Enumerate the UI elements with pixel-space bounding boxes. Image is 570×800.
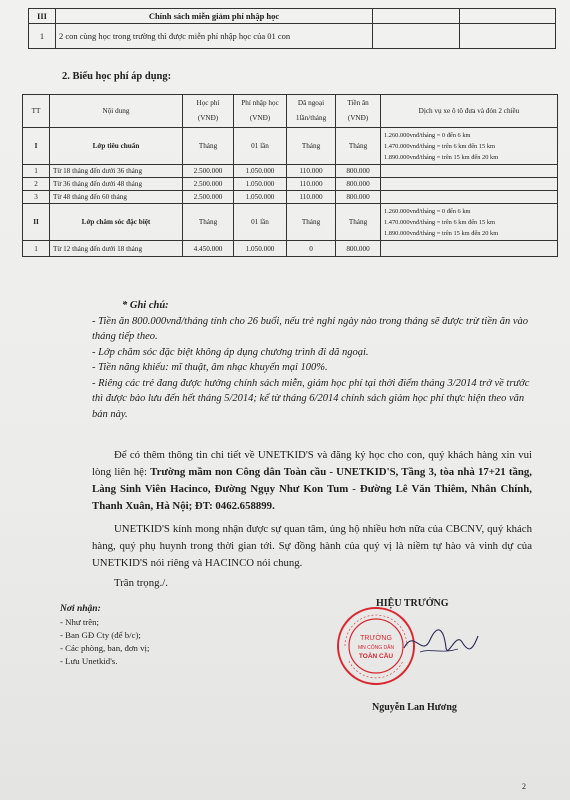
page-number: 2 [522, 782, 526, 791]
bus-tier-1: 1.260.000vnđ/tháng = 0 đến 6 km [384, 131, 471, 139]
table-row [23, 165, 558, 178]
fee-schedule-table [22, 94, 558, 257]
row-number: 1 [29, 24, 56, 49]
recipients-block [60, 603, 149, 668]
contact-paragraph [92, 447, 532, 515]
exemption-text: 2 con cùng học trong trường thì được miễn phí nhập học của 01 con [56, 24, 373, 49]
row-number: 1 [23, 241, 50, 257]
thanks-paragraph: UNETKID'S kính mong nhận được sự quan tâm, ủng hộ nhiều hơn nữa của CBCNV, quý khách hàng, quý phụ huynh trong thời gian tới. Sự đồng hành của quý vị là niềm tự hào và vinh dự của UNETKID'S nói riêng và HACINCO nói chung. [92, 523, 532, 569]
note-item: - Lớp chăm sóc đặc biệt không áp dụng chương trình đi dã ngoại. [92, 346, 369, 358]
section-title: 2. Biểu học phí áp dụng: [62, 71, 172, 82]
signature [400, 618, 480, 668]
row-tuition: 2.500.000 [183, 191, 234, 204]
table-row [29, 24, 556, 49]
recipient-item: - Các phòng, ban, đơn vị; [60, 643, 150, 653]
fee-exemption-table [28, 8, 556, 49]
bus-tier-3: 1.890.000vnđ/tháng = trên 15 km đến 20 km [384, 229, 499, 237]
empty-cell [381, 191, 558, 204]
contact-intro: Để có thêm thông tin chi tiết về UNETKID'S và đăng ký học cho con, quý khách hàng xin vui lòng liên hệ: [92, 449, 532, 478]
notes-title: * Ghi chú: [122, 300, 169, 311]
svg-text:MN CÔNG DÂN: MN CÔNG DÂN [357, 645, 395, 651]
group-outing: Tháng [287, 204, 336, 241]
header-meal: Tiền ăn (VNĐ) [336, 95, 381, 128]
row-outing: 110.000 [287, 191, 336, 204]
row-meal: 800.000 [336, 165, 381, 178]
signer-name: Nguyễn Lan Hương [372, 702, 457, 713]
notes-block [92, 298, 532, 422]
header-tt: TT [23, 95, 50, 128]
empty-cell [373, 9, 460, 24]
row-number: 3 [23, 191, 50, 204]
group-meal: Tháng [336, 128, 381, 165]
row-admission: 1.050.000 [234, 191, 287, 204]
note-item: - Tiền năng khiếu: mĩ thuật, âm nhạc khuyến mại 100%. [92, 362, 328, 373]
table-row [23, 191, 558, 204]
principal-title: HIỆU TRƯỞNG [376, 598, 449, 609]
header-bus: Dịch vụ xe ô tô đưa và đón 2 chiều [381, 95, 558, 128]
row-content: Từ 12 tháng đến dưới 18 tháng [50, 241, 183, 257]
group-outing: Tháng [287, 128, 336, 165]
group-tuition: Tháng [183, 128, 234, 165]
group-admission: 01 lần [234, 128, 287, 165]
table-row [29, 9, 556, 24]
bus-tier-3: 1.890.000vnđ/tháng = trên 15 km đến 20 km [384, 153, 499, 161]
empty-cell [381, 178, 558, 191]
note-item: - Riêng các trẻ đang được hưởng chính sách miễn, giảm học phí tại thời điểm tháng 3/2014 trở về trước thì được bảo lưu đến hết tháng 5/2014; kể từ tháng 6/2014 chính sách giảm học phí thực hiện theo văn bản này. [92, 377, 530, 420]
group-admission: 01 lần [234, 204, 287, 241]
svg-text:TRƯỜNG: TRƯỜNG [360, 635, 392, 642]
bus-tier-1: 1.260.000vnđ/tháng = 0 đến 6 km [384, 207, 471, 215]
row-admission: 1.050.000 [234, 178, 287, 191]
row-outing: 110.000 [287, 178, 336, 191]
row-tuition: 4.450.000 [183, 241, 234, 257]
svg-text:TOÀN CẦU: TOÀN CẦU [358, 653, 394, 660]
group-title: Lớp chăm sóc đặc biệt [50, 204, 183, 241]
recipient-item: - Như trên; [60, 617, 99, 627]
row-number: 2 [23, 178, 50, 191]
row-content: Từ 18 tháng đến dưới 36 tháng [50, 165, 183, 178]
table-row [23, 241, 558, 257]
empty-cell [373, 24, 460, 49]
group-roman: I [23, 128, 50, 165]
group-row-standard [23, 128, 558, 165]
table-row [23, 178, 558, 191]
row-content: Từ 48 tháng đến 60 tháng [50, 191, 183, 204]
row-meal: 800.000 [336, 241, 381, 257]
note-item: - Tiền ăn 800.000vnđ/tháng tính cho 26 buổi, nếu trẻ nghỉ ngày nào trong tháng sẽ được trừ tiền ăn vào tháng tiếp theo. [92, 315, 529, 342]
row-admission: 1.050.000 [234, 241, 287, 257]
group-tuition: Tháng [183, 204, 234, 241]
row-outing: 110.000 [287, 165, 336, 178]
row-tuition: 2.500.000 [183, 165, 234, 178]
empty-cell [460, 24, 556, 49]
bus-tier-2: 1.470.000vnđ/tháng = trên 6 km đến 15 km [384, 218, 495, 226]
bus-tier-2: 1.470.000vnđ/tháng = trên 6 km đến 15 km [384, 142, 495, 150]
group-meal: Tháng [336, 204, 381, 241]
empty-cell [460, 9, 556, 24]
bus-pricing [381, 204, 558, 241]
contact-details: Trường mầm non Công dân Toàn cầu - UNETKID'S, Tầng 3, tòa nhà 17+21 tầng, Làng Sinh Viên Hacinco, Đường Ngụy Như Kon Tum - Đường Lê Văn Thiêm, Nhân Chính, Thanh Xuân, Hà Nội; ĐT: 0462.658899. [92, 466, 532, 512]
closing-regards: Trân trọng./. [114, 577, 168, 589]
row-number: 1 [23, 165, 50, 178]
exemption-heading: Chính sách miễn giảm phí nhập học [56, 9, 373, 24]
row-tuition: 2.500.000 [183, 178, 234, 191]
row-admission: 1.050.000 [234, 165, 287, 178]
table-header-row [23, 95, 558, 128]
header-outing: Dã ngoại 1lần/tháng [287, 95, 336, 128]
empty-cell [381, 241, 558, 257]
recipient-item: - Lưu Unetkid's. [60, 656, 118, 666]
group-roman: II [23, 204, 50, 241]
group-title: Lớp tiêu chuẩn [50, 128, 183, 165]
header-admission: Phí nhập học (VNĐ) [234, 95, 287, 128]
group-row-special [23, 204, 558, 241]
row-outing: 0 [287, 241, 336, 257]
empty-cell [381, 165, 558, 178]
roman-numeral: III [29, 9, 56, 24]
row-meal: 800.000 [336, 191, 381, 204]
recipient-item: - Ban GĐ Cty (để b/c); [60, 630, 141, 640]
bus-pricing [381, 128, 558, 165]
header-tuition: Học phí (VNĐ) [183, 95, 234, 128]
row-meal: 800.000 [336, 178, 381, 191]
row-content: Từ 36 tháng đến dưới 48 tháng [50, 178, 183, 191]
header-content: Nội dung [50, 95, 183, 128]
recipients-title: Nơi nhận: [60, 604, 101, 614]
